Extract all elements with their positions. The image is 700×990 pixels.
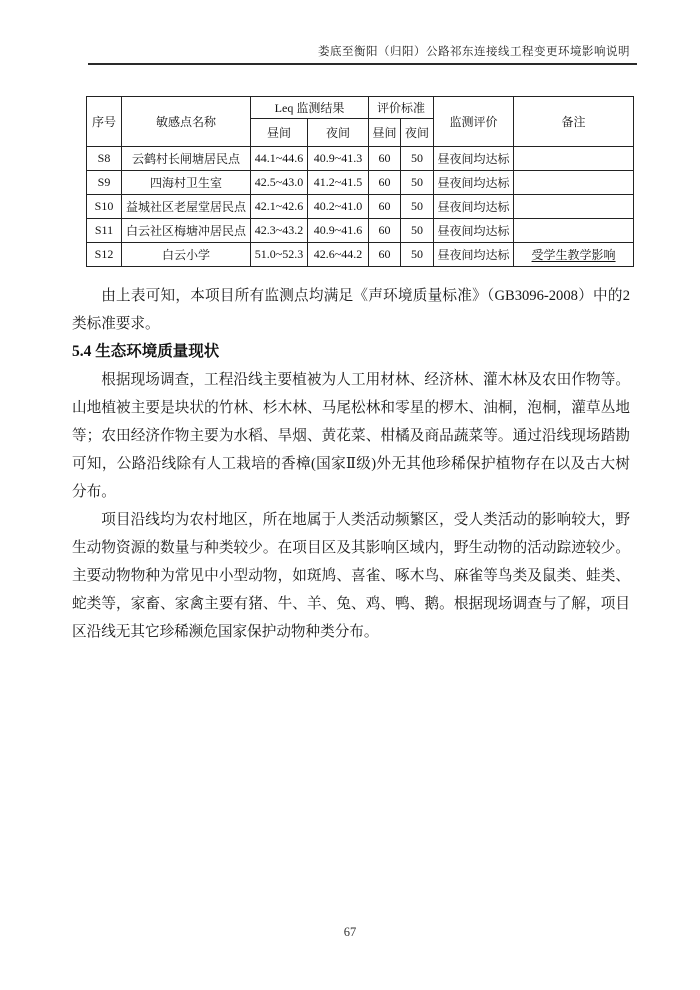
cell-name: 白云社区梅塘冲居民点 — [122, 219, 251, 243]
table-row — [87, 243, 634, 267]
cell-std-day: 60 — [369, 171, 401, 195]
cell-name: 四海村卫生室 — [122, 171, 251, 195]
cell-remark — [514, 147, 634, 171]
cell-leq-night: 42.6~44.2 — [308, 243, 369, 267]
cell-std-night: 50 — [401, 219, 434, 243]
noise-monitoring-table — [86, 96, 634, 267]
column-header-std-day: 昼间 — [369, 119, 401, 147]
cell-std-night: 50 — [401, 147, 434, 171]
cell-index: S10 — [87, 195, 122, 219]
cell-leq-night: 40.9~41.6 — [308, 219, 369, 243]
cell-leq-day: 42.5~43.0 — [251, 171, 308, 195]
cell-leq-day: 42.1~42.6 — [251, 195, 308, 219]
cell-leq-day: 44.1~44.6 — [251, 147, 308, 171]
running-header-title: 娄底至衡阳（归阳）公路祁东连接线工程变更环境影响说明 — [318, 46, 630, 58]
column-header-leq-day: 昼间 — [251, 119, 308, 147]
paragraph-vegetation: 根据现场调查，工程沿线主要植被为人工用材林、经济林、灌木林及农田作物等。山地植被主要是块状的竹林、杉木林、马尾松林和零星的椤木、油桐，泡桐，灌草丛地等；农田经济作物主要为水稻、旱烟、黄花菜、柑橘及商品蔬菜等。通过沿线现场踏勘可知，公路沿线除有人工栽培的香樟(国家Ⅱ级)外无其他珍稀保护植物存在以及古大树分布。 — [72, 372, 630, 500]
paragraph-wildlife: 项目沿线均为农村地区，所在地属于人类活动频繁区，受人类活动的影响较大，野生动物资源的数量与种类较少。在项目区及其影响区域内，野生动物的活动踪迹较少。主要动物物种为常见中小型动物，如斑鸠、喜雀、啄木鸟、麻雀等鸟类及鼠类、蛙类、蛇类等，家畜、家禽主要有猪、牛、羊、兔、鸡、鸭、鹅。根据现场调查与了解，项目区沿线无其它珍稀濒危国家保护动物种类分布。 — [72, 512, 630, 640]
cell-name: 益城社区老屋堂居民点 — [122, 195, 251, 219]
column-header-index: 序号 — [87, 97, 122, 147]
paragraph-noise-conclusion: 由上表可知，本项目所有监测点均满足《声环境质量标准》（GB3096-2008）中的2 类标准要求。 — [72, 288, 630, 332]
column-group-standard: 评价标准 — [369, 97, 434, 119]
cell-leq-night: 40.2~41.0 — [308, 195, 369, 219]
cell-remark — [514, 219, 634, 243]
table-header-row-1 — [87, 97, 634, 119]
cell-remark — [514, 171, 634, 195]
cell-index: S11 — [87, 219, 122, 243]
cell-leq-day: 51.0~52.3 — [251, 243, 308, 267]
remark-underline-text: 受学生教学影响 — [531, 248, 616, 262]
table-row — [87, 147, 634, 171]
cell-std-night: 50 — [401, 195, 434, 219]
cell-name: 云鹤村长闸塘居民点 — [122, 147, 251, 171]
header-divider-rule — [88, 63, 637, 65]
column-header-evaluation: 监测评价 — [434, 97, 514, 147]
column-header-name: 敏感点名称 — [122, 97, 251, 147]
cell-index: S12 — [87, 243, 122, 267]
cell-std-night: 50 — [401, 171, 434, 195]
body-text — [72, 282, 630, 646]
cell-name: 白云小学 — [122, 243, 251, 267]
column-group-leq-result: Leq 监测结果 — [251, 97, 369, 119]
cell-index: S8 — [87, 147, 122, 171]
table-row — [87, 171, 634, 195]
cell-std-night: 50 — [401, 243, 434, 267]
cell-evaluation: 昼夜间均达标 — [434, 219, 514, 243]
section-heading-5-4: 5.4 生态环境质量现状 — [72, 343, 220, 360]
column-header-std-night: 夜间 — [401, 119, 434, 147]
cell-remark-underlined — [514, 243, 634, 267]
cell-evaluation: 昼夜间均达标 — [434, 171, 514, 195]
cell-evaluation: 昼夜间均达标 — [434, 147, 514, 171]
cell-index: S9 — [87, 171, 122, 195]
cell-std-day: 60 — [369, 195, 401, 219]
table-row — [87, 195, 634, 219]
cell-std-day: 60 — [369, 147, 401, 171]
cell-evaluation: 昼夜间均达标 — [434, 243, 514, 267]
cell-remark — [514, 195, 634, 219]
page-number: 67 — [343, 925, 357, 939]
cell-leq-night: 41.2~41.5 — [308, 171, 369, 195]
cell-std-day: 60 — [369, 219, 401, 243]
table-row — [87, 219, 634, 243]
cell-leq-night: 40.9~41.3 — [308, 147, 369, 171]
cell-leq-day: 42.3~43.2 — [251, 219, 308, 243]
column-header-remark: 备注 — [514, 97, 634, 147]
column-header-leq-night: 夜间 — [308, 119, 369, 147]
cell-evaluation: 昼夜间均达标 — [434, 195, 514, 219]
cell-std-day: 60 — [369, 243, 401, 267]
